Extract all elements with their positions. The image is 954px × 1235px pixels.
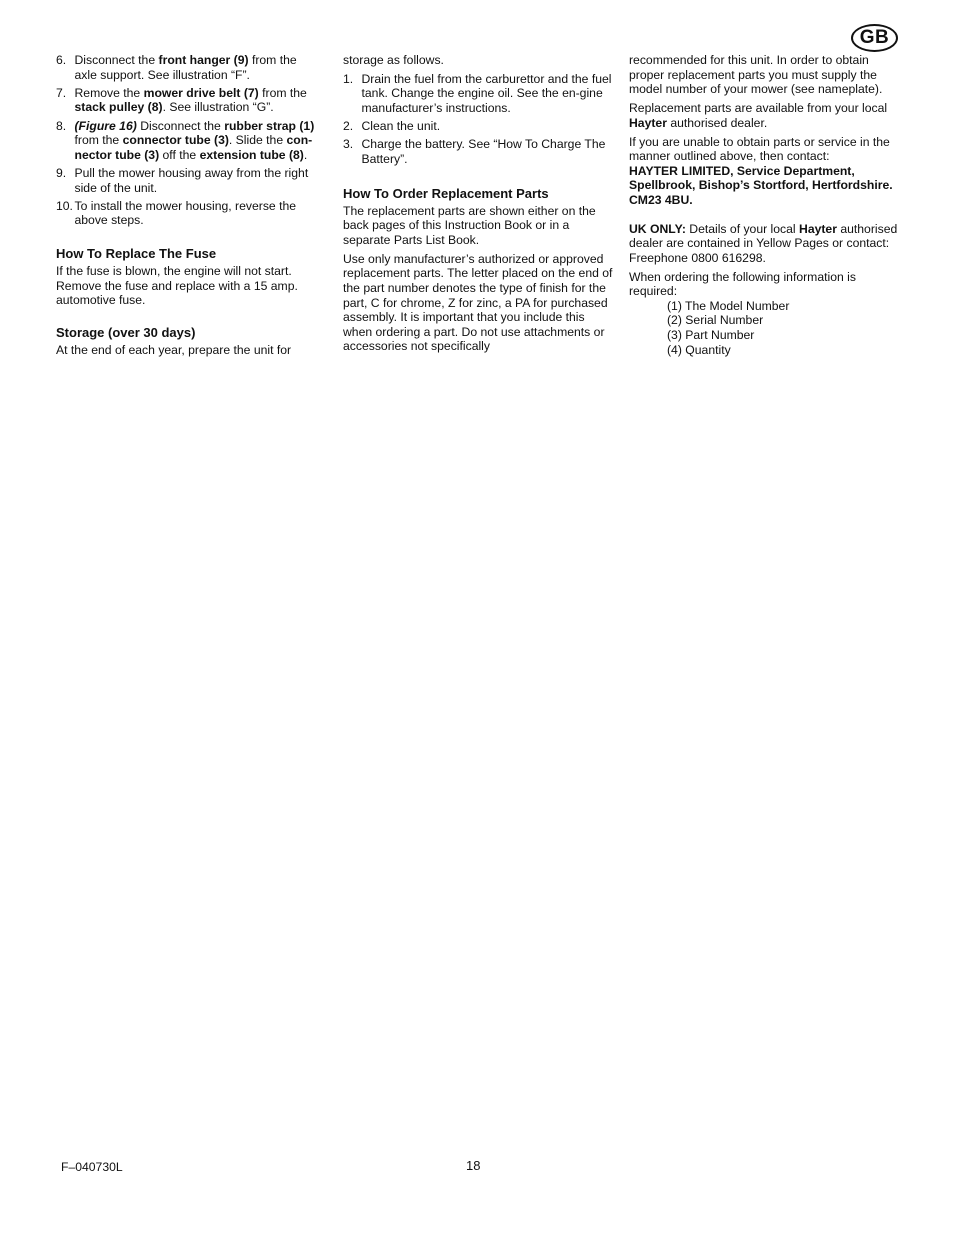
step-text-run: . Slide the (228, 133, 287, 148)
step-text: Drain the fuel from the carburettor and the fuel tank. Change the engine oil. See the en-gine manufacturer’s instructions. (361, 71, 612, 116)
bold-term: con-nector tube (3) (74, 133, 313, 162)
column-1 (56, 53, 322, 357)
step-text (75, 86, 323, 115)
step-text-run: off the (159, 147, 200, 162)
uk-only-text-1: Details of your local (685, 221, 800, 236)
parts-paragraph-2: Use only manufacturer’s authorized or approved replacement parts. The letter placed on the end of the part number denotes the type of finish for the part, C for chrome, Z for zinc, a PA for purchased assembly. It is important that you include this when ordering a part. Do not use attachments or accessories not specifically (343, 251, 613, 354)
bold-term: front hanger (9) (158, 53, 249, 67)
step-number: 7. (56, 85, 67, 100)
step-text-run: . See illustration “G”. (162, 100, 274, 115)
storage-step (343, 72, 613, 116)
step-text-run: Remove the (74, 85, 144, 100)
uk-only-text-2: authorised dealer are contained in Yellow Pages or contact: Freephone 0800 616298. (629, 221, 898, 265)
removal-step (56, 86, 322, 115)
bold-term: stack pulley (8) (74, 100, 163, 115)
dealer-text-suffix: authorised dealer. (666, 115, 768, 130)
step-text: Charge the battery. See “How To Charge The Battery”. (361, 137, 606, 167)
step-number: 8. (56, 118, 67, 133)
uk-only-label: UK ONLY: (629, 221, 686, 236)
order-info-item: (4) Quantity (667, 342, 731, 357)
uk-only-paragraph (629, 222, 901, 266)
step-text-run: . (303, 147, 308, 162)
order-info-item: (3) Part Number (667, 327, 755, 342)
bold-term: extension tube (8) (199, 147, 304, 162)
document-code: F–040730L (61, 1160, 123, 1174)
order-info-list (629, 299, 901, 357)
fuse-heading: How To Replace The Fuse (56, 245, 217, 261)
step-number: 3. (343, 137, 354, 152)
step-text (75, 199, 323, 228)
dealer-text-prefix: Replacement parts are available from your local (629, 101, 888, 116)
storage-steps-list (343, 72, 613, 167)
storage-step (343, 119, 613, 134)
step-number: 10. (56, 198, 73, 213)
removal-step (56, 166, 322, 195)
step-text-run: from the (258, 85, 307, 100)
step-text: Clean the unit. (361, 119, 441, 134)
storage-heading: Storage (over 30 days) (56, 324, 196, 340)
step-text-run: Disconnect the (136, 118, 225, 133)
order-info-item: (1) The Model Number (667, 298, 790, 313)
country-badge: GB (851, 24, 898, 52)
bold-term: mower drive belt (7) (143, 85, 259, 100)
step-text (75, 119, 323, 163)
column-3 (629, 53, 901, 357)
step-text-run: To install the mower housing, reverse the above steps. (74, 198, 297, 228)
contact-paragraph: If you are unable to obtain parts or service in the manner outlined above, then contact: (629, 134, 890, 164)
step-number: 9. (56, 165, 67, 180)
storage-intro: storage as follows. (343, 53, 444, 67)
storage-text: At the end of each year, prepare the unit for (56, 342, 292, 357)
bold-term: (Figure 16) (74, 118, 137, 133)
step-text (75, 53, 323, 82)
page-number: 18 (466, 1158, 481, 1173)
uk-only-brand: Hayter (799, 221, 837, 236)
removal-step (56, 199, 322, 228)
bold-term: rubber strap (1) (224, 118, 315, 133)
step-number: 2. (343, 119, 354, 134)
step-text-run: from the axle support. See illustration “F”. (74, 53, 297, 82)
step-text-run: Pull the mower housing away from the right side of the unit. (74, 165, 309, 195)
step-number: 1. (343, 71, 354, 86)
step-text-run: Disconnect the (74, 53, 159, 67)
dealer-paragraph (629, 101, 901, 130)
fuse-text: If the fuse is blown, the engine will not start. Remove the fuse and replace with a 15 amp. automotive fuse. (56, 263, 298, 308)
storage-step (343, 137, 613, 166)
removal-step (56, 53, 322, 82)
step-text-run: from the (74, 133, 123, 148)
step-number: 6. (56, 53, 67, 67)
bold-term: connector tube (3) (122, 133, 229, 148)
company-address: HAYTER LIMITED, Service Department, Spellbrook, Bishop’s Stortford, Hertfordshire. CM23 4BU. (629, 163, 893, 207)
removal-steps-list (56, 53, 322, 228)
removal-step (56, 119, 322, 163)
order-info-item: (2) Serial Number (667, 313, 764, 328)
dealer-brand: Hayter (629, 115, 667, 130)
parts-heading: How To Order Replacement Parts (343, 185, 549, 201)
parts-paragraph-1: The replacement parts are shown either on the back pages of this Instruction Book or in a separate Parts List Book. (343, 203, 596, 247)
column-2 (343, 53, 613, 354)
step-text (75, 166, 323, 195)
recommended-paragraph: recommended for this unit. In order to obtain proper replacement parts you must supply the model number of your mower (see nameplate). (629, 53, 883, 97)
order-intro: When ordering the following information is required: (629, 269, 856, 299)
